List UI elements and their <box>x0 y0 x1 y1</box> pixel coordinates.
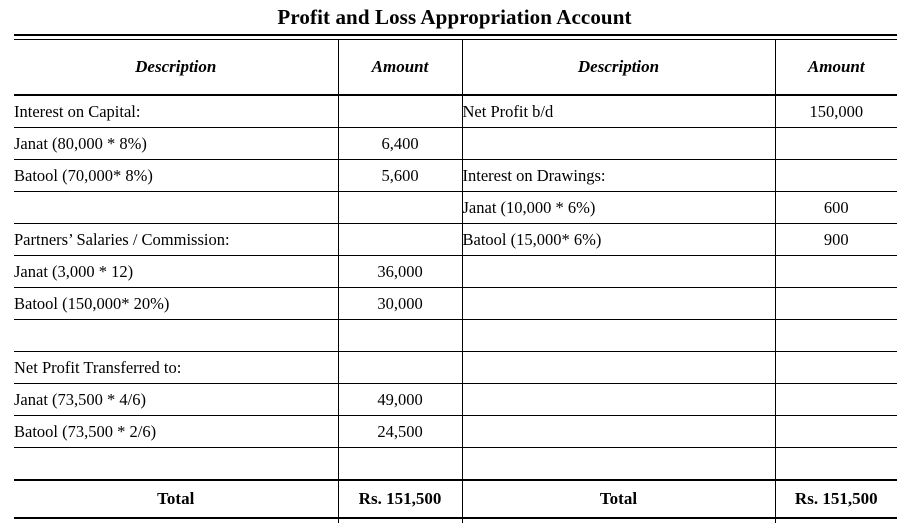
cell-description-right <box>462 352 775 384</box>
cell-description-left <box>14 192 338 224</box>
cell-amount-left <box>338 448 462 481</box>
cell-amount-left: 6,400 <box>338 128 462 160</box>
table-row <box>14 416 897 448</box>
table-row <box>14 256 897 288</box>
cell-amount-right <box>775 256 897 288</box>
total-amount-left: Rs. 151,500 <box>338 480 462 518</box>
cell-amount-right <box>775 320 897 352</box>
cell-description-left: Partners’ Salaries / Commission: <box>14 224 338 256</box>
table-body <box>14 35 897 523</box>
table-total-row <box>14 480 897 518</box>
table-row <box>14 352 897 384</box>
column-header-amount-left: Amount <box>338 40 462 96</box>
cell-amount-right <box>775 288 897 320</box>
cell-description-left: Interest on Capital: <box>14 95 338 128</box>
cell-description-right: Interest on Drawings: <box>462 160 775 192</box>
cell-amount-left: 36,000 <box>338 256 462 288</box>
cell-description-right <box>462 128 775 160</box>
cell-description-left <box>14 320 338 352</box>
total-amount-right: Rs. 151,500 <box>775 480 897 518</box>
table-row <box>14 224 897 256</box>
cell-amount-right <box>775 448 897 481</box>
cell-description-right <box>462 448 775 481</box>
table-row <box>14 288 897 320</box>
page-title: Profit and Loss Appropriation Account <box>277 5 632 29</box>
cell-description-right <box>462 416 775 448</box>
cell-amount-left <box>338 192 462 224</box>
column-header-amount-right: Amount <box>775 40 897 96</box>
cell-amount-right: 150,000 <box>775 95 897 128</box>
cell-description-left: Net Profit Transferred to: <box>14 352 338 384</box>
cell-amount-right: 900 <box>775 224 897 256</box>
cell-description-left: Batool (73,500 * 2/6) <box>14 416 338 448</box>
cell-description-right: Net Profit b/d <box>462 95 775 128</box>
cell-amount-left: 30,000 <box>338 288 462 320</box>
total-label-left: Total <box>14 480 338 518</box>
cell-description-right: Janat (10,000 * 6%) <box>462 192 775 224</box>
cell-amount-right <box>775 128 897 160</box>
cell-amount-left <box>338 352 462 384</box>
table-row <box>14 192 897 224</box>
cell-description-right: Batool (15,000* 6%) <box>462 224 775 256</box>
cell-amount-left: 5,600 <box>338 160 462 192</box>
table-row <box>14 128 897 160</box>
column-header-description-left: Description <box>14 40 338 96</box>
cell-amount-right <box>775 352 897 384</box>
cell-amount-right <box>775 416 897 448</box>
profit-loss-appropriation-table <box>14 34 897 523</box>
cell-amount-right: 600 <box>775 192 897 224</box>
cell-description-left: Janat (73,500 * 4/6) <box>14 384 338 416</box>
table-row <box>14 160 897 192</box>
table-row <box>14 95 897 128</box>
cell-amount-left <box>338 320 462 352</box>
table-row <box>14 320 897 352</box>
cell-description-right <box>462 320 775 352</box>
table-header-row <box>14 40 897 96</box>
cell-amount-left: 24,500 <box>338 416 462 448</box>
ledger-table-container <box>0 34 909 523</box>
table-row <box>14 384 897 416</box>
table-row <box>14 448 897 481</box>
cell-amount-left: 49,000 <box>338 384 462 416</box>
cell-description-left: Batool (70,000* 8%) <box>14 160 338 192</box>
cell-description-left: Janat (3,000 * 12) <box>14 256 338 288</box>
cell-amount-right <box>775 160 897 192</box>
cell-amount-right <box>775 384 897 416</box>
cell-description-right <box>462 256 775 288</box>
cell-description-right <box>462 288 775 320</box>
cell-description-left: Batool (150,000* 20%) <box>14 288 338 320</box>
cell-description-left: Janat (80,000 * 8%) <box>14 128 338 160</box>
cell-amount-left <box>338 95 462 128</box>
cell-description-right <box>462 384 775 416</box>
total-label-right: Total <box>462 480 775 518</box>
cell-amount-left <box>338 224 462 256</box>
column-header-description-right: Description <box>462 40 775 96</box>
cell-description-left <box>14 448 338 481</box>
